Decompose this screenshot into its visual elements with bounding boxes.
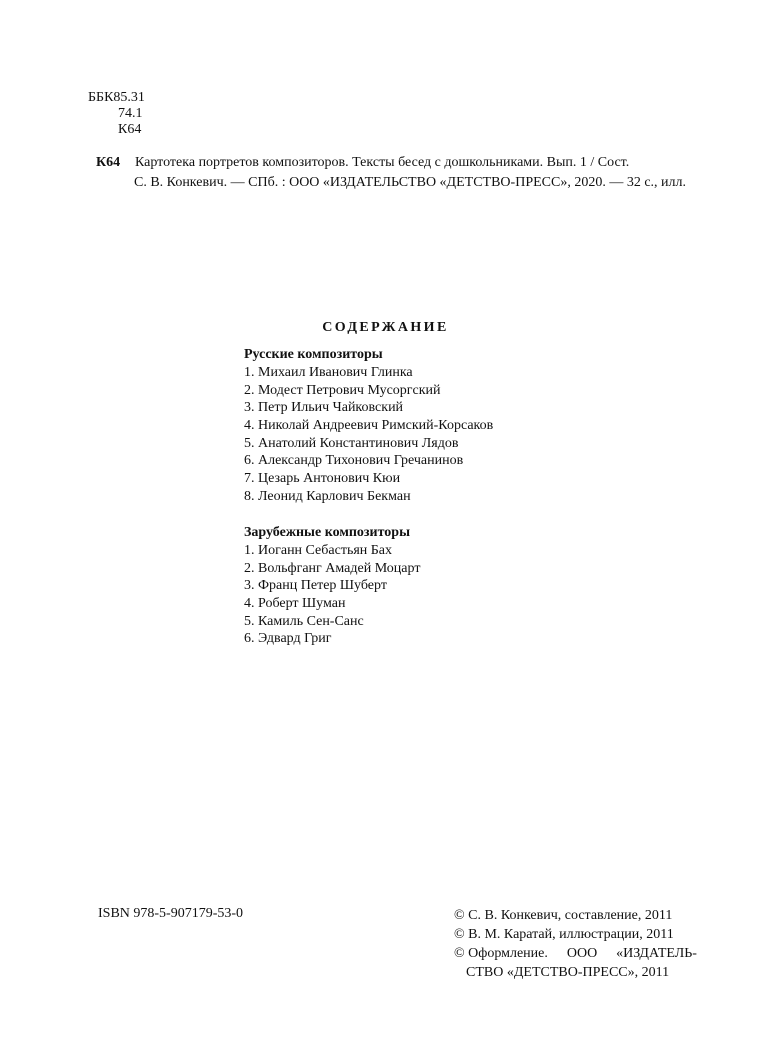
copyright-illustrator: © В. М. Каратай, иллюстрации, 2011 (454, 927, 674, 942)
copyright-block (454, 906, 700, 982)
bbk-code-author: К64 (118, 122, 142, 137)
toc-item: 1. Иоганн Себастьян Бах (244, 543, 393, 558)
toc-section-heading: Зарубежные композиторы (244, 525, 411, 540)
copyright-design (454, 944, 697, 963)
toc-item: 6. Эдвард Григ (244, 631, 332, 647)
toc-item: 2. Модест Петрович Мусоргский (244, 382, 441, 398)
bbk-code-primary: 74.1 (118, 106, 143, 121)
toc-item: 4. Роберт Шуман (244, 596, 346, 612)
bibliographic-record-line-2: С. В. Конкевич. — СПб. : ООО «ИЗДАТЕЛЬСТВО «ДЕТСТВО-ПРЕСС», 2020. — 32 с., илл. (134, 175, 687, 190)
bibliographic-record-line-1: Картотека портретов композиторов. Тексты бесед с дошкольниками. Вып. 1 / Сост. (135, 155, 630, 170)
copyright-design-part: ООО (566, 946, 598, 961)
copyright-design-part: «ИЗДАТЕЛЬ- (616, 946, 697, 961)
bbk-block (88, 90, 145, 138)
toc-item: 1. Михаил Иванович Глинка (244, 365, 413, 380)
copyright-design-part: © Оформление. (454, 946, 548, 961)
toc-item: 5. Анатолий Константинович Лядов (244, 435, 459, 451)
contents-title: СОДЕРЖАНИЕ (322, 320, 449, 335)
isbn: ISBN 978-5-907179-53-0 (98, 906, 244, 921)
toc-section-russian (244, 346, 493, 506)
toc-item: 8. Леонид Карлович Бекман (244, 488, 411, 504)
toc-section-heading: Русские композиторы (244, 347, 383, 362)
toc-item: 5. Камиль Сен-Санс (244, 613, 364, 629)
toc-item: 6. Александр Тихонович Гречанинов (244, 453, 464, 469)
author-mark: К64 (96, 155, 121, 170)
toc-item: 2. Вольфганг Амадей Моцарт (244, 560, 421, 576)
toc-item: 7. Цезарь Антонович Кюи (244, 471, 401, 487)
copyright-publisher: СТВО «ДЕТСТВО-ПРЕСС», 2011 (466, 965, 670, 980)
bbk-label: ББК85.31 (88, 90, 145, 105)
toc-item: 3. Петр Ильич Чайковский (244, 400, 404, 416)
toc-item: 3. Франц Петер Шуберт (244, 578, 387, 594)
toc-section-foreign (244, 524, 420, 648)
copyright-compiler: © С. В. Конкевич, составление, 2011 (454, 908, 673, 923)
toc-item: 4. Николай Андреевич Римский-Корсаков (244, 418, 494, 434)
